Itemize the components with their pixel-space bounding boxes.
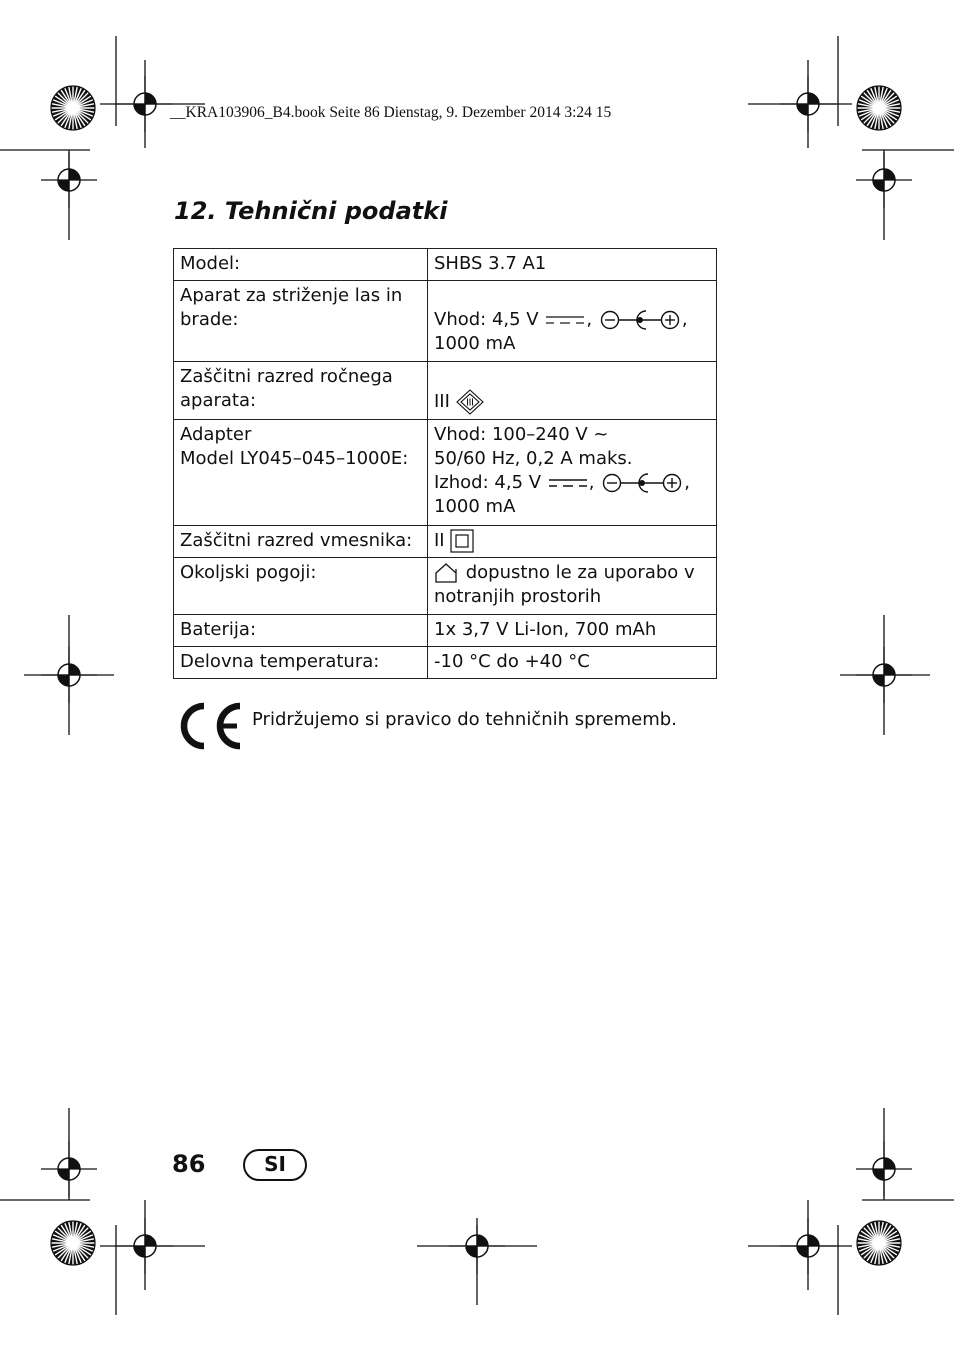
- row-value: SHBS 3.7 A1: [428, 249, 717, 281]
- row-value: [428, 362, 717, 420]
- row-label: Aparat za striženje las in brade:: [174, 281, 428, 362]
- table-row: [174, 281, 717, 362]
- row-value: [428, 526, 717, 558]
- ce-note: Pridržujemo si pravico do tehničnih sprememb.: [252, 709, 677, 730]
- row-value: [428, 558, 717, 615]
- starburst-target-icon: [857, 86, 901, 130]
- table-row: [174, 558, 717, 615]
- row-label: Zaščitni razred ročnega aparata:: [174, 362, 428, 420]
- value-text: Izhod: 4,5 V: [434, 472, 542, 493]
- table-row: [174, 362, 717, 420]
- row-label: Model:: [174, 249, 428, 281]
- value-text: dopustno le za uporabo v notranjih prostorih: [434, 562, 695, 607]
- row-label: Zaščitni razred vmesnika:: [174, 526, 428, 558]
- starburst-target-icon: [51, 1221, 95, 1265]
- value-text: 1000 mA: [434, 333, 516, 354]
- value-text: II: [434, 530, 445, 551]
- table-row: [174, 420, 717, 526]
- dc-symbol-icon: [547, 476, 589, 490]
- row-value: Vhod: 100–240 V ~ 50/60 Hz, 0,2 A maks. Izhod: 4,5 V , , 1000 mA: [428, 420, 717, 526]
- starburst-target-icon: [51, 86, 95, 130]
- row-label: [174, 420, 428, 526]
- row-label: Delovna temperatura:: [174, 647, 428, 679]
- table-row: [174, 647, 717, 679]
- protection-class-iii-icon: [456, 389, 484, 415]
- row-label: Okoljski pogoji:: [174, 558, 428, 615]
- section-title: 12. Tehnični podatki: [174, 197, 448, 225]
- table-row: [174, 615, 717, 647]
- ce-mark-icon: [174, 702, 244, 750]
- page-number: 86: [172, 1150, 206, 1178]
- table-row: [174, 526, 717, 558]
- polarity-symbol-icon: [598, 308, 682, 332]
- row-value: -10 °C do +40 °C: [428, 647, 717, 679]
- row-value: Vhod: 4,5 V , , 1000 mA: [428, 281, 717, 362]
- label-line: Adapter: [180, 424, 252, 445]
- spec-table: [173, 248, 717, 679]
- value-text: Vhod: 100–240 V ~: [434, 424, 609, 445]
- label-line: Model LY045–045–1000E:: [180, 448, 409, 469]
- value-text: 1000 mA: [434, 496, 516, 517]
- table-row: [174, 249, 717, 281]
- starburst-target-icon: [857, 1221, 901, 1265]
- value-text: III: [434, 391, 450, 412]
- value-text: 50/60 Hz, 0,2 A maks.: [434, 448, 633, 469]
- value-text: Vhod: 4,5 V: [434, 309, 539, 330]
- indoor-use-icon: [434, 562, 460, 584]
- protection-class-ii-icon: [450, 529, 474, 553]
- polarity-symbol-icon: [600, 471, 684, 495]
- row-label: Baterija:: [174, 615, 428, 647]
- print-header: __KRA103906_B4.book Seite 86 Dienstag, 9. Dezember 2014 3:24 15: [170, 104, 612, 121]
- dc-symbol-icon: [544, 313, 586, 327]
- language-badge: SI: [243, 1149, 307, 1181]
- row-value: 1x 3,7 V Li-Ion, 700 mAh: [428, 615, 717, 647]
